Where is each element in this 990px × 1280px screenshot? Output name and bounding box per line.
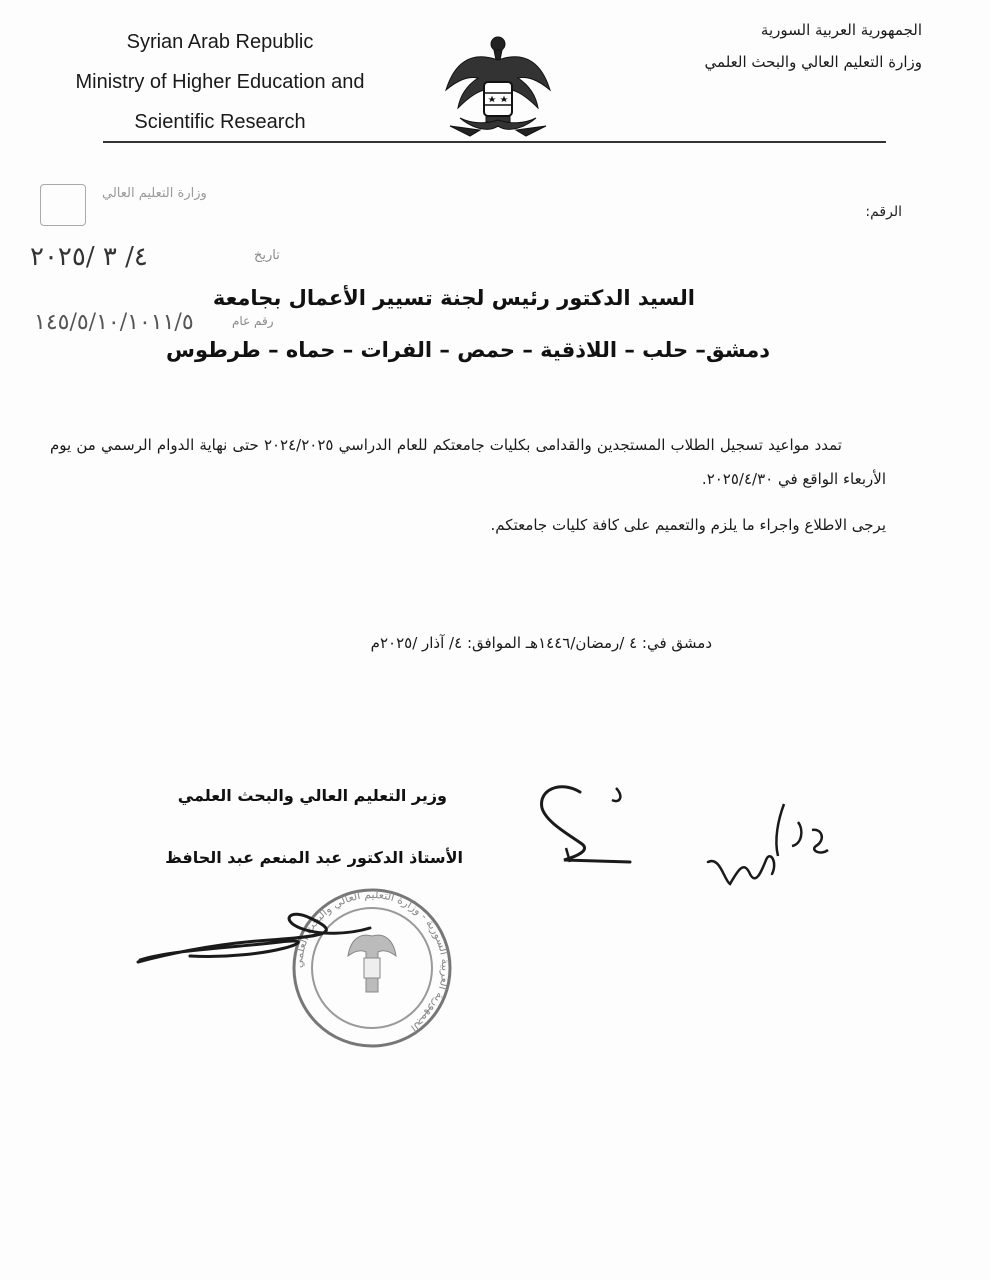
body-paragraph-2: يرجى الاطلاع واجراء ما يلزم والتعميم على كافة كليات جامعتكم. <box>490 516 886 534</box>
signatory-title: وزير التعليم العالي والبحث العلمي <box>177 786 447 805</box>
incoming-stamp-ministry: وزارة التعليم العالي <box>102 186 207 201</box>
handwritten-initials-icon <box>700 800 840 900</box>
incoming-stamp-date-label: تاريخ <box>254 248 280 263</box>
letter-body <box>50 428 886 542</box>
signatory-name: الأستاذ الدكتور عبد المنعم عبد الحافظ <box>165 848 463 867</box>
addressee-line2: دمشق– حلب – اللاذقية – حمص – الفرات – حماه – طرطوس <box>166 338 770 362</box>
letterhead-en-line1: Syrian Arab Republic <box>126 31 314 53</box>
incoming-stamp-date: ٤/ ٣ /٢٠٢٥ <box>30 242 148 272</box>
letterhead-en-line3: Scientific Research <box>134 111 306 133</box>
eagle-emblem-icon <box>440 30 556 140</box>
handwritten-signature-icon <box>520 770 650 880</box>
addressee-line1: السيد الدكتور رئيس لجنة تسيير الأعمال بجامعة <box>212 286 695 310</box>
seal-text: الجمهورية العربية السورية - وزارة التعليم العالي والبحث العلمي <box>291 888 453 1035</box>
letterhead-ar-line1: الجمهورية العربية السورية <box>760 21 922 39</box>
letterhead-english <box>40 22 400 142</box>
issue-date-line: دمشق في: ٤ /رمضان/١٤٤٦هـ الموافق: ٤/ آذار /٢٠٢٥م <box>370 634 712 652</box>
incoming-stamp-number: ١٤٥/٥/١٠/١٠١١/٥ <box>34 310 194 335</box>
ministry-stamp-logo-icon <box>40 184 86 226</box>
letterhead-ar-line2: وزارة التعليم العالي والبحث العلمي <box>704 53 922 71</box>
reference-number-label: الرقم: <box>865 204 902 220</box>
letterhead-arabic <box>602 14 922 78</box>
incoming-stamp-number-label: رقم عام <box>232 314 274 328</box>
letterhead-en-line2: Ministry of Higher Education and <box>75 71 365 93</box>
body-paragraph-1: تمدد مواعيد تسجيل الطلاب المستجدين والقدامى بكليات جامعتكم للعام الدراسي ٢٠٢٤/٢٠٢٥ حتى نهاية الدوام الرسمي من يوم الأربعاء الواقع في ٢٠٢٥/٤/٣٠. <box>50 436 886 488</box>
header-divider <box>103 141 886 143</box>
official-seal-icon <box>130 888 470 1048</box>
